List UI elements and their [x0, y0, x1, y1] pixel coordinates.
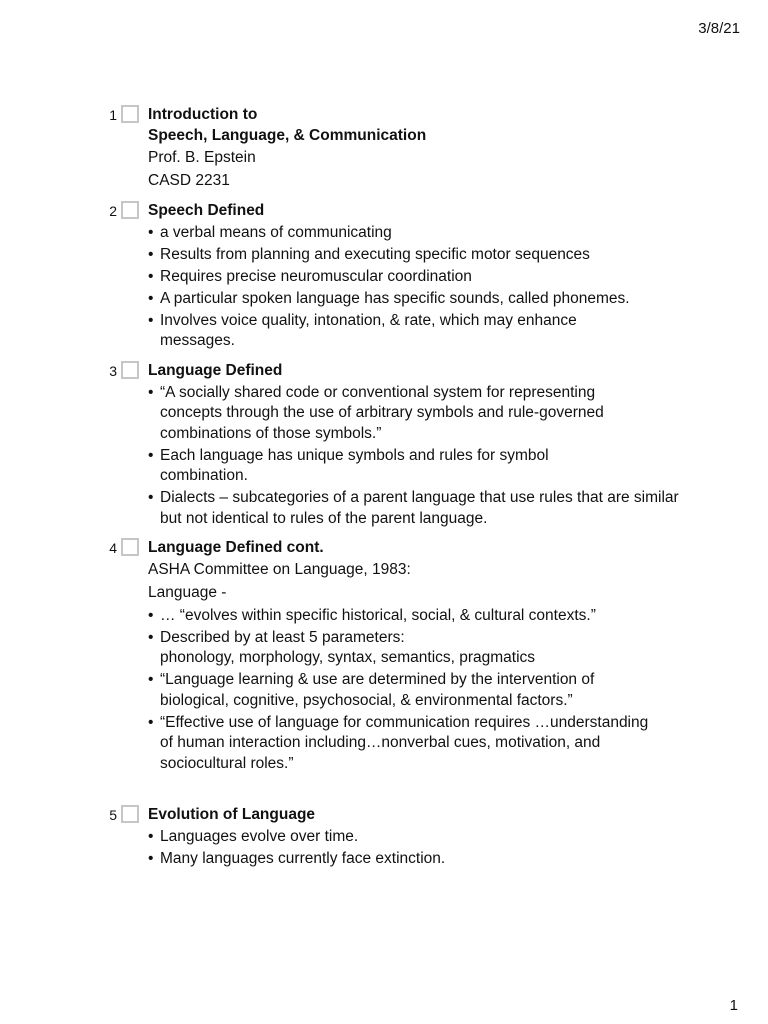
slide-text-line: ASHA Committee on Language, 1983:: [148, 561, 411, 578]
bullet-item: • “Language learning & use are determined by the intervention of biological, cognitive, psychosocial, & environmental factors.”: [148, 670, 650, 711]
slide-title-line: Introduction to: [148, 106, 258, 123]
slide-number: 3: [109, 363, 117, 379]
bullet-item: • Dialects – subcategories of a parent language that use rules that are similar but not identical to rules of the parent language.: [148, 488, 690, 529]
slide-title: Speech Defined: [148, 202, 265, 219]
slide-title: Evolution of Language: [148, 806, 316, 823]
slide-number: 2: [109, 203, 117, 219]
bullet-item: • “A socially shared code or conventional system for representing concepts through the use of arbitrary symbols and rule-governed combinations of those symbols.”: [148, 383, 650, 445]
slide-number: 1: [109, 107, 117, 123]
bullet-item: • Involves voice quality, intonation, & rate, which may enhance messages.: [148, 311, 638, 352]
slide-body: [148, 804, 708, 869]
slide-text-line: Prof. B. Epstein: [148, 149, 256, 166]
slide-thumbnail-box: [121, 361, 139, 379]
bullet-item: • Described by at least 5 parameters:: [148, 628, 708, 649]
slide-title: Language Defined cont.: [148, 539, 324, 556]
bullet-item: • … “evolves within specific historical, social, & cultural contexts.”: [148, 606, 708, 627]
page-number: 1: [729, 997, 738, 1014]
slide-body: [148, 200, 708, 352]
bullet-item: • Results from planning and executing specific motor sequences: [148, 245, 708, 266]
bullet-item: • Requires precise neuromuscular coordination: [148, 267, 708, 288]
slide-thumbnail-box: [121, 105, 139, 123]
slide-body: [148, 360, 708, 529]
slide-title: Language Defined: [148, 362, 283, 379]
slide-thumbnail-box: [121, 538, 139, 556]
bullet-item: • Many languages currently face extinction.: [148, 849, 708, 870]
slide-thumbnail-box: [121, 201, 139, 219]
bullet-item: • Each language has unique symbols and rules for symbol combination.: [148, 446, 600, 487]
slide-title-line: Speech, Language, & Communication: [148, 127, 427, 144]
parameters-line: phonology, morphology, syntax, semantics, pragmatics: [160, 649, 536, 666]
bullet-item: • A particular spoken language has specific sounds, called phonemes.: [148, 289, 708, 310]
slide-thumbnail-box: [121, 805, 139, 823]
slide-body: [148, 537, 708, 774]
bullet-item: • “Effective use of language for communication requires …understanding of human interaction including…nonverbal cues, motivation, and sociocultural roles.”: [148, 713, 660, 775]
slide-text-line: CASD 2231: [148, 172, 230, 189]
slide-text-line: Language -: [148, 584, 227, 601]
slide-number: 5: [109, 807, 117, 823]
bullet-item: • Languages evolve over time.: [148, 827, 708, 848]
date-label: 3/8/21: [698, 20, 740, 37]
slide-number: 4: [109, 540, 117, 556]
slide-body: [148, 104, 708, 192]
bullet-item: • a verbal means of communicating: [148, 223, 708, 244]
